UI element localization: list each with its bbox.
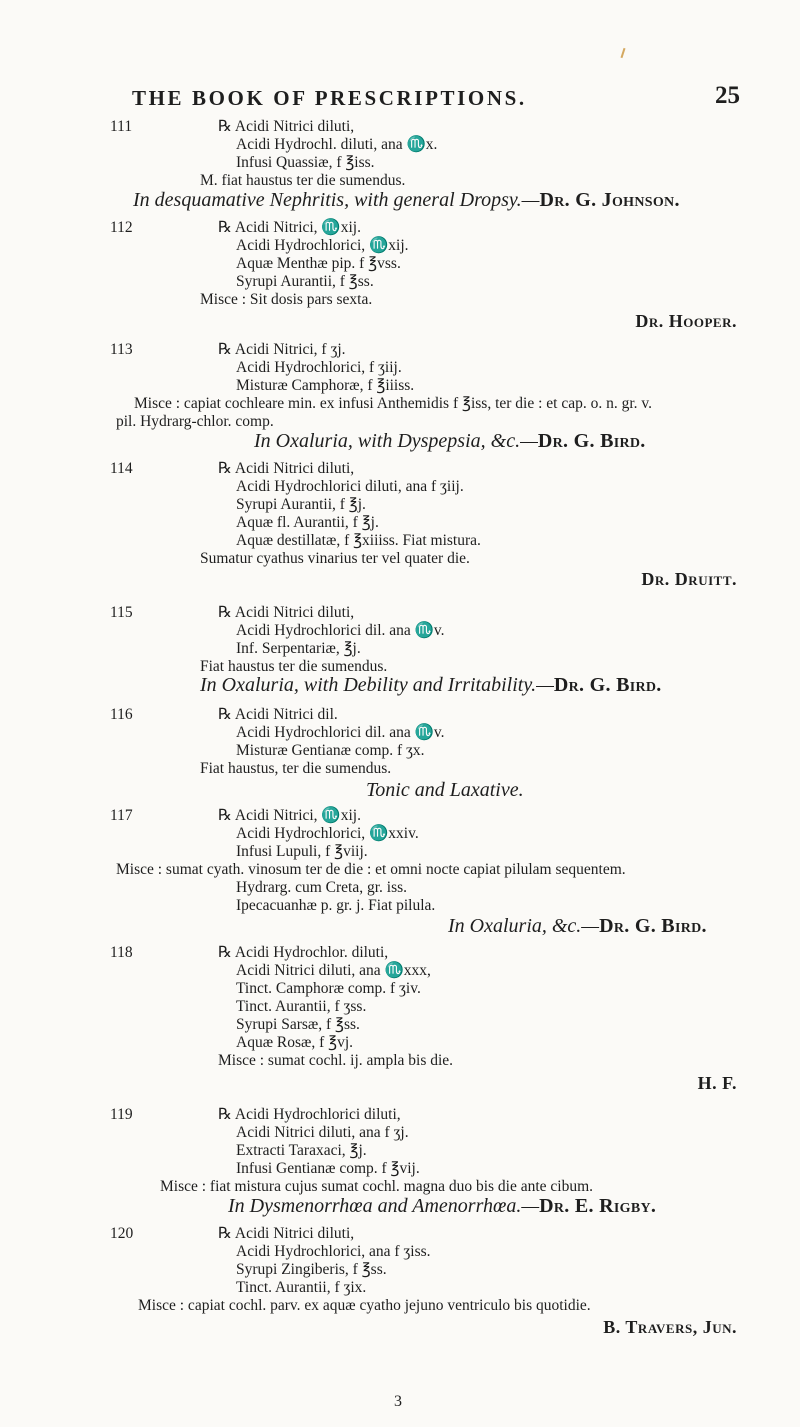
section-heading-text: In Oxaluria, &c.— — [448, 915, 600, 937]
prescription-line: Infusi Lupuli, f ℥viij. — [236, 843, 368, 860]
prescription-directions: Sumatur cyathus vinarius ter vel quater die. — [200, 550, 470, 567]
prescription-line: Ipecacuanhæ p. gr. j. Fiat pilula. — [236, 897, 436, 914]
section-author: Dr. G. Johnson. — [539, 189, 680, 211]
section-author: Dr. E. Rigby. — [539, 1195, 657, 1217]
prescription-number: 118 — [110, 944, 133, 961]
prescription-number: 114 — [110, 460, 133, 477]
prescription-line: Inf. Serpentariæ, ℥j. — [236, 640, 361, 657]
section-heading — [200, 674, 662, 696]
prescription-line: Syrupi Aurantii, f ℥j. — [236, 496, 366, 513]
prescription-line: Hydrarg. cum Creta, gr. iss. — [236, 879, 408, 896]
prescription-line: Acidi Hydrochlorici, ♏xij. — [236, 237, 409, 254]
prescription-number: 111 — [110, 118, 133, 135]
prescription-line: Acidi Hydrochlorici dil. ana ♏v. — [236, 622, 445, 639]
page-number: 25 — [715, 82, 740, 109]
prescription-line: Acidi Hydrochlorici dil. ana ♏v. — [236, 724, 445, 741]
section-heading-text: In Oxaluria, with Dyspepsia, &c.— — [254, 430, 538, 452]
page-header — [100, 82, 740, 112]
prescription-line: Syrupi Zingiberis, f ℥ss. — [236, 1261, 387, 1278]
prescription-line: Acidi Hydrochl. diluti, ana ♏x. — [236, 136, 438, 153]
section-author: Dr. G. Bird. — [599, 915, 707, 937]
prescription-line: Acidi Nitrici diluti, ana ♏xxx, — [236, 962, 431, 979]
prescription-number: 116 — [110, 706, 133, 723]
prescription-line: Aquæ destillatæ, f ℥xiiiss. Fiat mistura. — [236, 532, 481, 549]
prescription-author: B. Travers, Jun. — [603, 1317, 737, 1337]
section-heading-text: In desquamative Nephritis, with general Dropsy.— — [133, 189, 540, 211]
prescription-number: 115 — [110, 604, 133, 621]
prescription-line: ℞ Acidi Hydrochlorici diluti, — [218, 1106, 401, 1123]
section-heading-text: In Oxaluria, with Debility and Irritability.— — [200, 674, 554, 696]
prescription-line: Tinct. Aurantii, f ʒix. — [236, 1279, 367, 1296]
prescription-line: Infusi Gentianæ comp. f ℥vij. — [236, 1160, 420, 1177]
prescription-line: Syrupi Aurantii, f ℥ss. — [236, 273, 374, 290]
ink-mark — [621, 48, 626, 58]
prescription-line: Acidi Hydrochlorici, f ʒiij. — [236, 359, 402, 376]
prescription-line: Acidi Hydrochlorici diluti, ana f ʒiij. — [236, 478, 464, 495]
prescription-line: Infusi Quassiæ, f ℥iss. — [236, 154, 375, 171]
signature-mark: 3 — [394, 1393, 402, 1410]
prescription-line: Acidi Hydrochlorici, ♏xxiv. — [236, 825, 419, 842]
section-heading — [366, 779, 524, 801]
section-heading — [228, 1195, 656, 1217]
prescription-line: ℞ Acidi Nitrici diluti, — [218, 1225, 355, 1242]
prescription-directions: Misce : fiat mistura cujus sumat cochl. magna duo bis die ante cibum. — [160, 1178, 594, 1195]
prescription-line: Extracti Taraxaci, ℥j. — [236, 1142, 367, 1159]
prescription-line: ℞ Acidi Nitrici diluti, — [218, 604, 355, 621]
prescription-number: 120 — [110, 1225, 134, 1242]
prescription-author: Dr. Druitt. — [641, 569, 737, 589]
prescription-directions: Fiat haustus, ter die sumendus. — [200, 760, 392, 777]
running-title: THE BOOK OF PRESCRIPTIONS. — [132, 86, 527, 110]
prescription-author: H. F. — [697, 1073, 737, 1093]
prescription-number: 113 — [110, 341, 133, 358]
prescription-line: Acidi Nitrici diluti, ana f ʒj. — [236, 1124, 409, 1141]
prescription-line: Acidi Hydrochlorici, ana f ʒiss. — [236, 1243, 431, 1260]
prescription-line: ℞ Acidi Nitrici, ♏xij. — [218, 807, 361, 824]
prescription-directions: Misce : Sit dosis pars sexta. — [200, 291, 373, 308]
section-heading — [133, 189, 680, 211]
section-heading-text: In Dysmenorrhœa and Amenorrhœa.— — [228, 1195, 540, 1217]
prescription-line: ℞ Acidi Nitrici diluti, — [218, 118, 355, 135]
prescription-directions: Misce : capiat cochleare min. ex infusi Anthemidis f ℥iss, ter die : et cap. o. n. gr. v. — [134, 395, 653, 412]
prescription-line: Tinct. Aurantii, f ʒss. — [236, 998, 367, 1015]
section-heading — [448, 915, 707, 937]
prescription-number: 112 — [110, 219, 133, 236]
prescription-directions: Misce : sumat cyath. vinosum ter de die : et omni nocte capiat pilulam sequentem. — [116, 861, 626, 878]
prescription-line: ℞ Acidi Hydrochlor. diluti, — [218, 944, 389, 961]
section-heading — [254, 430, 646, 452]
section-heading-text: Tonic and Laxative. — [366, 779, 524, 801]
prescription-line: ℞ Acidi Nitrici diluti, — [218, 460, 355, 477]
prescription-directions: Misce : sumat cochl. ij. ampla bis die. — [218, 1052, 454, 1069]
prescription-author: Dr. Hooper. — [635, 311, 737, 331]
prescription-line: ℞ Acidi Nitrici, ♏xij. — [218, 219, 361, 236]
prescription-line: ℞ Acidi Nitrici dil. — [218, 706, 338, 723]
section-author: Dr. G. Bird. — [553, 674, 662, 696]
prescription-directions: pil. Hydrarg-chlor. comp. — [116, 413, 274, 430]
prescription-line: Misturæ Camphoræ, f ℥iiiss. — [236, 377, 415, 394]
prescription-directions: Misce : capiat cochl. parv. ex aquæ cyatho jejuno ventriculo bis quotidie. — [138, 1297, 591, 1314]
prescription-line: Tinct. Camphoræ comp. f ʒiv. — [236, 980, 421, 997]
section-author: Dr. G. Bird. — [537, 430, 646, 452]
prescription-line: Aquæ fl. Aurantii, f ℥j. — [236, 514, 379, 531]
prescription-directions: M. fiat haustus ter die sumendus. — [200, 172, 406, 189]
prescription-line: Misturæ Gentianæ comp. f ʒx. — [236, 742, 425, 759]
prescription-line: Syrupi Sarsæ, f ℥ss. — [236, 1016, 360, 1033]
prescription-line: ℞ Acidi Nitrici, f ʒj. — [218, 341, 346, 358]
prescription-directions: Fiat haustus ter die sumendus. — [200, 658, 388, 675]
prescription-line: Aquæ Menthæ pip. f ℥vss. — [236, 255, 401, 272]
prescription-line: Aquæ Rosæ, f ℥vj. — [236, 1034, 354, 1051]
prescription-number: 117 — [110, 807, 133, 824]
prescription-number: 119 — [110, 1106, 133, 1123]
